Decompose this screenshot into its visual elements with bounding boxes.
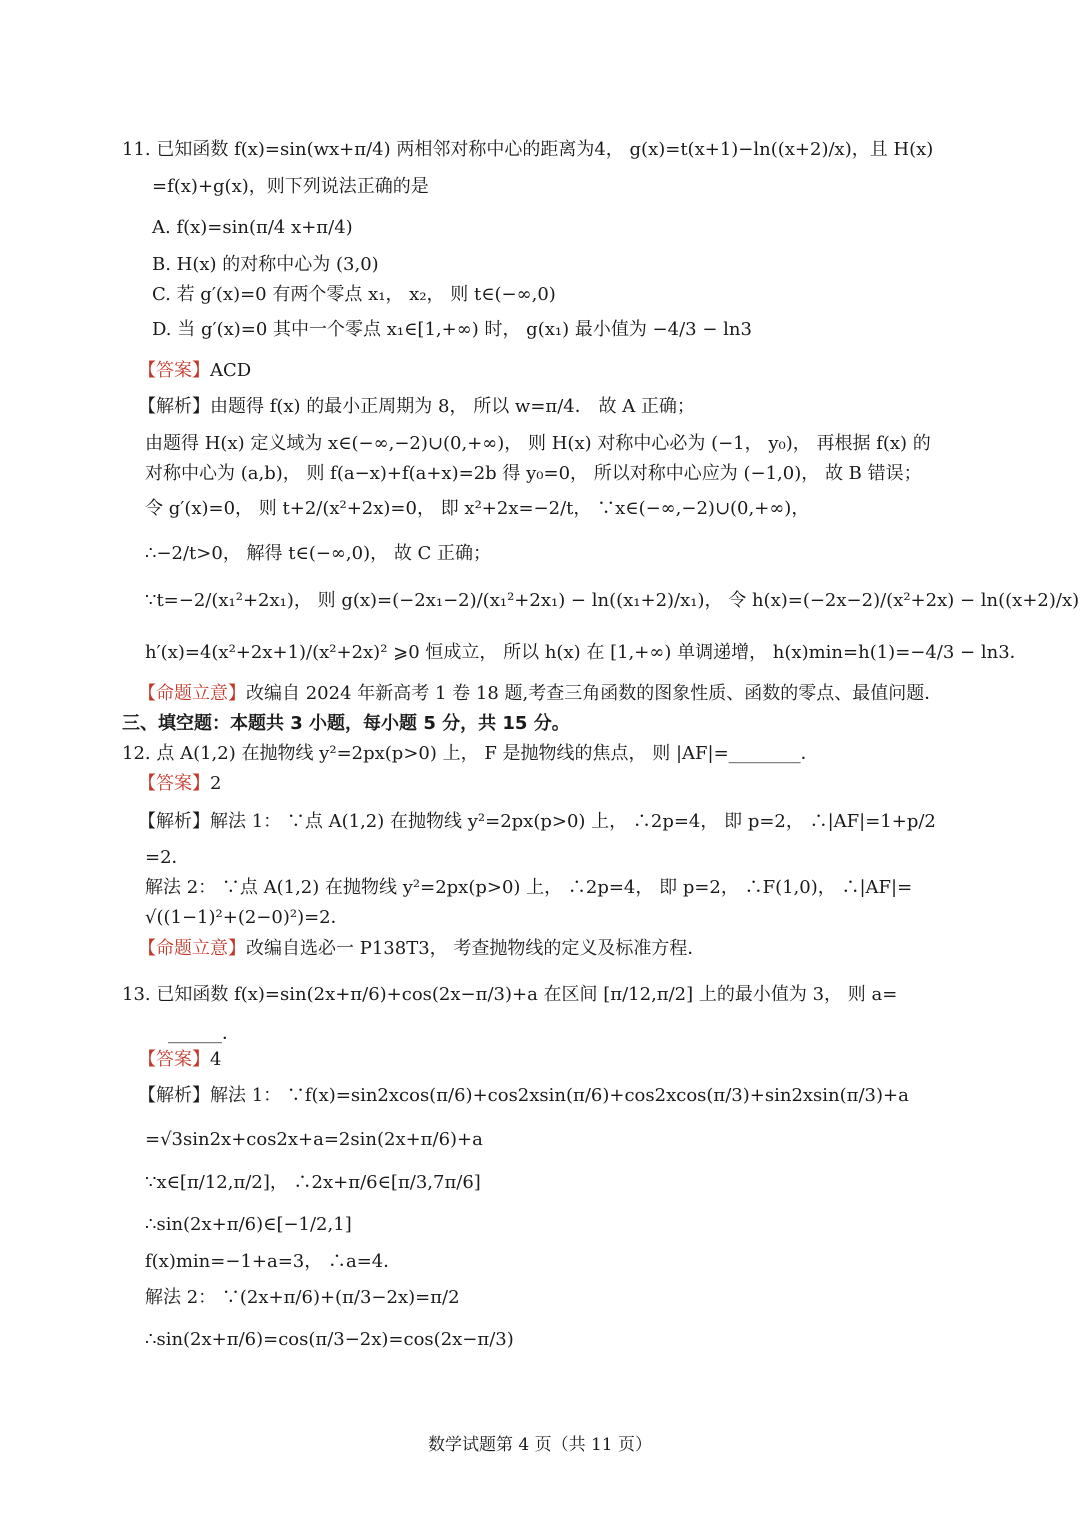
q11-option-c: C. 若 g′(x)=0 有两个零点 x₁， x₂， 则 t∈(−∞,0) xyxy=(152,284,556,305)
intent-text: 改编自 2024 年新高考 1 卷 18 题,考查三角函数的图象性质、函数的零点、最值问题． xyxy=(246,683,943,704)
answer-tag: 【答案】 xyxy=(138,773,210,794)
intent-tag: 【命题立意】 xyxy=(138,938,246,959)
q13-analysis-7: ∴sin(2x+π/6)=cos(π/3−2x)=cos(2x−π/3) xyxy=(145,1329,514,1350)
q11-intent xyxy=(138,682,942,706)
q12-analysis-4: √((1−1)²+(2−0)²)=2． xyxy=(145,907,349,928)
q13-stem-line2: ______． xyxy=(168,1023,240,1044)
q11-analysis-6: ∵t=−2/(x₁²+2x₁)， 则 g(x)=(−2x₁−2)/(x₁²+2x₁) − ln((x₁+2)/x₁)， 令 h(x)=(−2x−2)/(x²+2x) − ln((x+2)/x) xyxy=(145,590,1080,611)
answer-value: 2 xyxy=(210,773,222,794)
answer-value: ACD xyxy=(210,360,252,381)
q12-intent xyxy=(138,937,705,961)
analysis-tag: 【解析】 xyxy=(138,811,210,832)
q12-analysis-2: =2． xyxy=(145,847,190,868)
q11-analysis-3: 对称中心为 (a,b)， 则 f(a−x)+f(a+x)=2b 得 y₀=0， 所以对称中心应为 (−1,0)， 故 B 错误； xyxy=(145,463,922,484)
analysis-tag: 【解析】 xyxy=(138,396,210,417)
q11-analysis-5: ∴−2/t>0， 解得 t∈(−∞,0)， 故 C 正确； xyxy=(145,543,492,564)
intent-text: 改编自选必一 P138T3， 考查抛物线的定义及标准方程． xyxy=(246,938,706,959)
q12-analysis-1 xyxy=(138,810,936,834)
q13-analysis-2: =√3sin2x+cos2x+a=2sin(2x+π/6)+a xyxy=(145,1129,483,1150)
answer-value: 4 xyxy=(210,1049,222,1070)
q13-analysis-4: ∴sin(2x+π/6)∈[−1/2,1] xyxy=(145,1214,352,1235)
q12-analysis-3: 解法 2： ∵点 A(1,2) 在抛物线 y²=2px(p>0) 上， ∴2p=4， 即 p=2， ∴F(1,0)， ∴|AF|= xyxy=(145,877,913,898)
q13-analysis-1 xyxy=(138,1084,909,1108)
analysis-text: 解法 1： ∵点 A(1,2) 在抛物线 y²=2px(p>0) 上， ∴2p=4， 即 p=2， ∴|AF|=1+p/2 xyxy=(210,811,936,832)
analysis-text: 由题得 f(x) 的最小正周期为 8， 所以 w=π/4． 故 A 正确； xyxy=(210,396,695,417)
answer-tag: 【答案】 xyxy=(138,1049,210,1070)
answer-tag: 【答案】 xyxy=(138,360,210,381)
q11-analysis-2: 由题得 H(x) 定义域为 x∈(−∞,−2)∪(0,+∞)， 则 H(x) 对称中心必为 (−1， y₀)， 再根据 f(x) 的 xyxy=(145,433,931,454)
page-footer: 数学试题第 4 页（共 11 页） xyxy=(427,1435,653,1455)
q11-stem-line1: 11. 已知函数 f(x)=sin(wx+π/4) 两相邻对称中心的距离为4， g(x)=t(x+1)−ln((x+2)/x)，且 H(x) xyxy=(122,139,934,160)
analysis-text: 解法 1： ∵f(x)=sin2xcos(π/6)+cos2xsin(π/6)+cos2xcos(π/3)+sin2xsin(π/3)+a xyxy=(210,1085,909,1106)
q13-analysis-5: f(x)min=−1+a=3， ∴a=4． xyxy=(145,1251,402,1272)
q11-answer xyxy=(138,359,251,383)
q13-analysis-6: 解法 2： ∵(2x+π/6)+(π/3−2x)=π/2 xyxy=(145,1287,460,1308)
q13-answer xyxy=(138,1048,221,1072)
q11-option-b: B. H(x) 的对称中心为 (3,0) xyxy=(152,254,379,275)
q11-analysis-1 xyxy=(138,395,695,419)
q11-analysis-7: h′(x)=4(x²+2x+1)/(x²+2x)² ⩾0 恒成立， 所以 h(x) 在 [1,+∞) 单调递增， h(x)min=h(1)=−4/3 − ln3． xyxy=(145,642,1028,663)
q13-stem-line1: 13. 已知函数 f(x)=sin(2x+π/6)+cos(2x−π/3)+a 在区间 [π/12,π/2] 上的最小值为 3， 则 a= xyxy=(122,984,898,1005)
q12-answer xyxy=(138,772,221,796)
q11-option-d: D. 当 g′(x)=0 其中一个零点 x₁∈[1,+∞) 时， g(x₁) 最小值为 −4/3 − ln3 xyxy=(152,319,752,340)
q11-analysis-4: 令 g′(x)=0， 则 t+2/(x²+2x)=0， 即 x²+2x=−2/t， ∵x∈(−∞,−2)∪(0,+∞)， xyxy=(145,498,810,519)
q12-stem: 12. 点 A(1,2) 在抛物线 y²=2px(p>0) 上， F 是抛物线的焦点， 则 |AF|=________． xyxy=(122,743,819,764)
q11-stem-line2: =f(x)+g(x)，则下列说法正确的是 xyxy=(152,176,429,197)
analysis-tag: 【解析】 xyxy=(138,1085,210,1106)
section-heading: 三、填空题：本题共 3 小题，每小题 5 分，共 15 分。 xyxy=(122,713,570,734)
q11-option-a: A. f(x)=sin(π/4 x+π/4) xyxy=(152,217,353,238)
intent-tag: 【命题立意】 xyxy=(138,683,246,704)
q13-analysis-3: ∵x∈[π/12,π/2]， ∴2x+π/6∈[π/3,7π/6] xyxy=(145,1172,481,1193)
